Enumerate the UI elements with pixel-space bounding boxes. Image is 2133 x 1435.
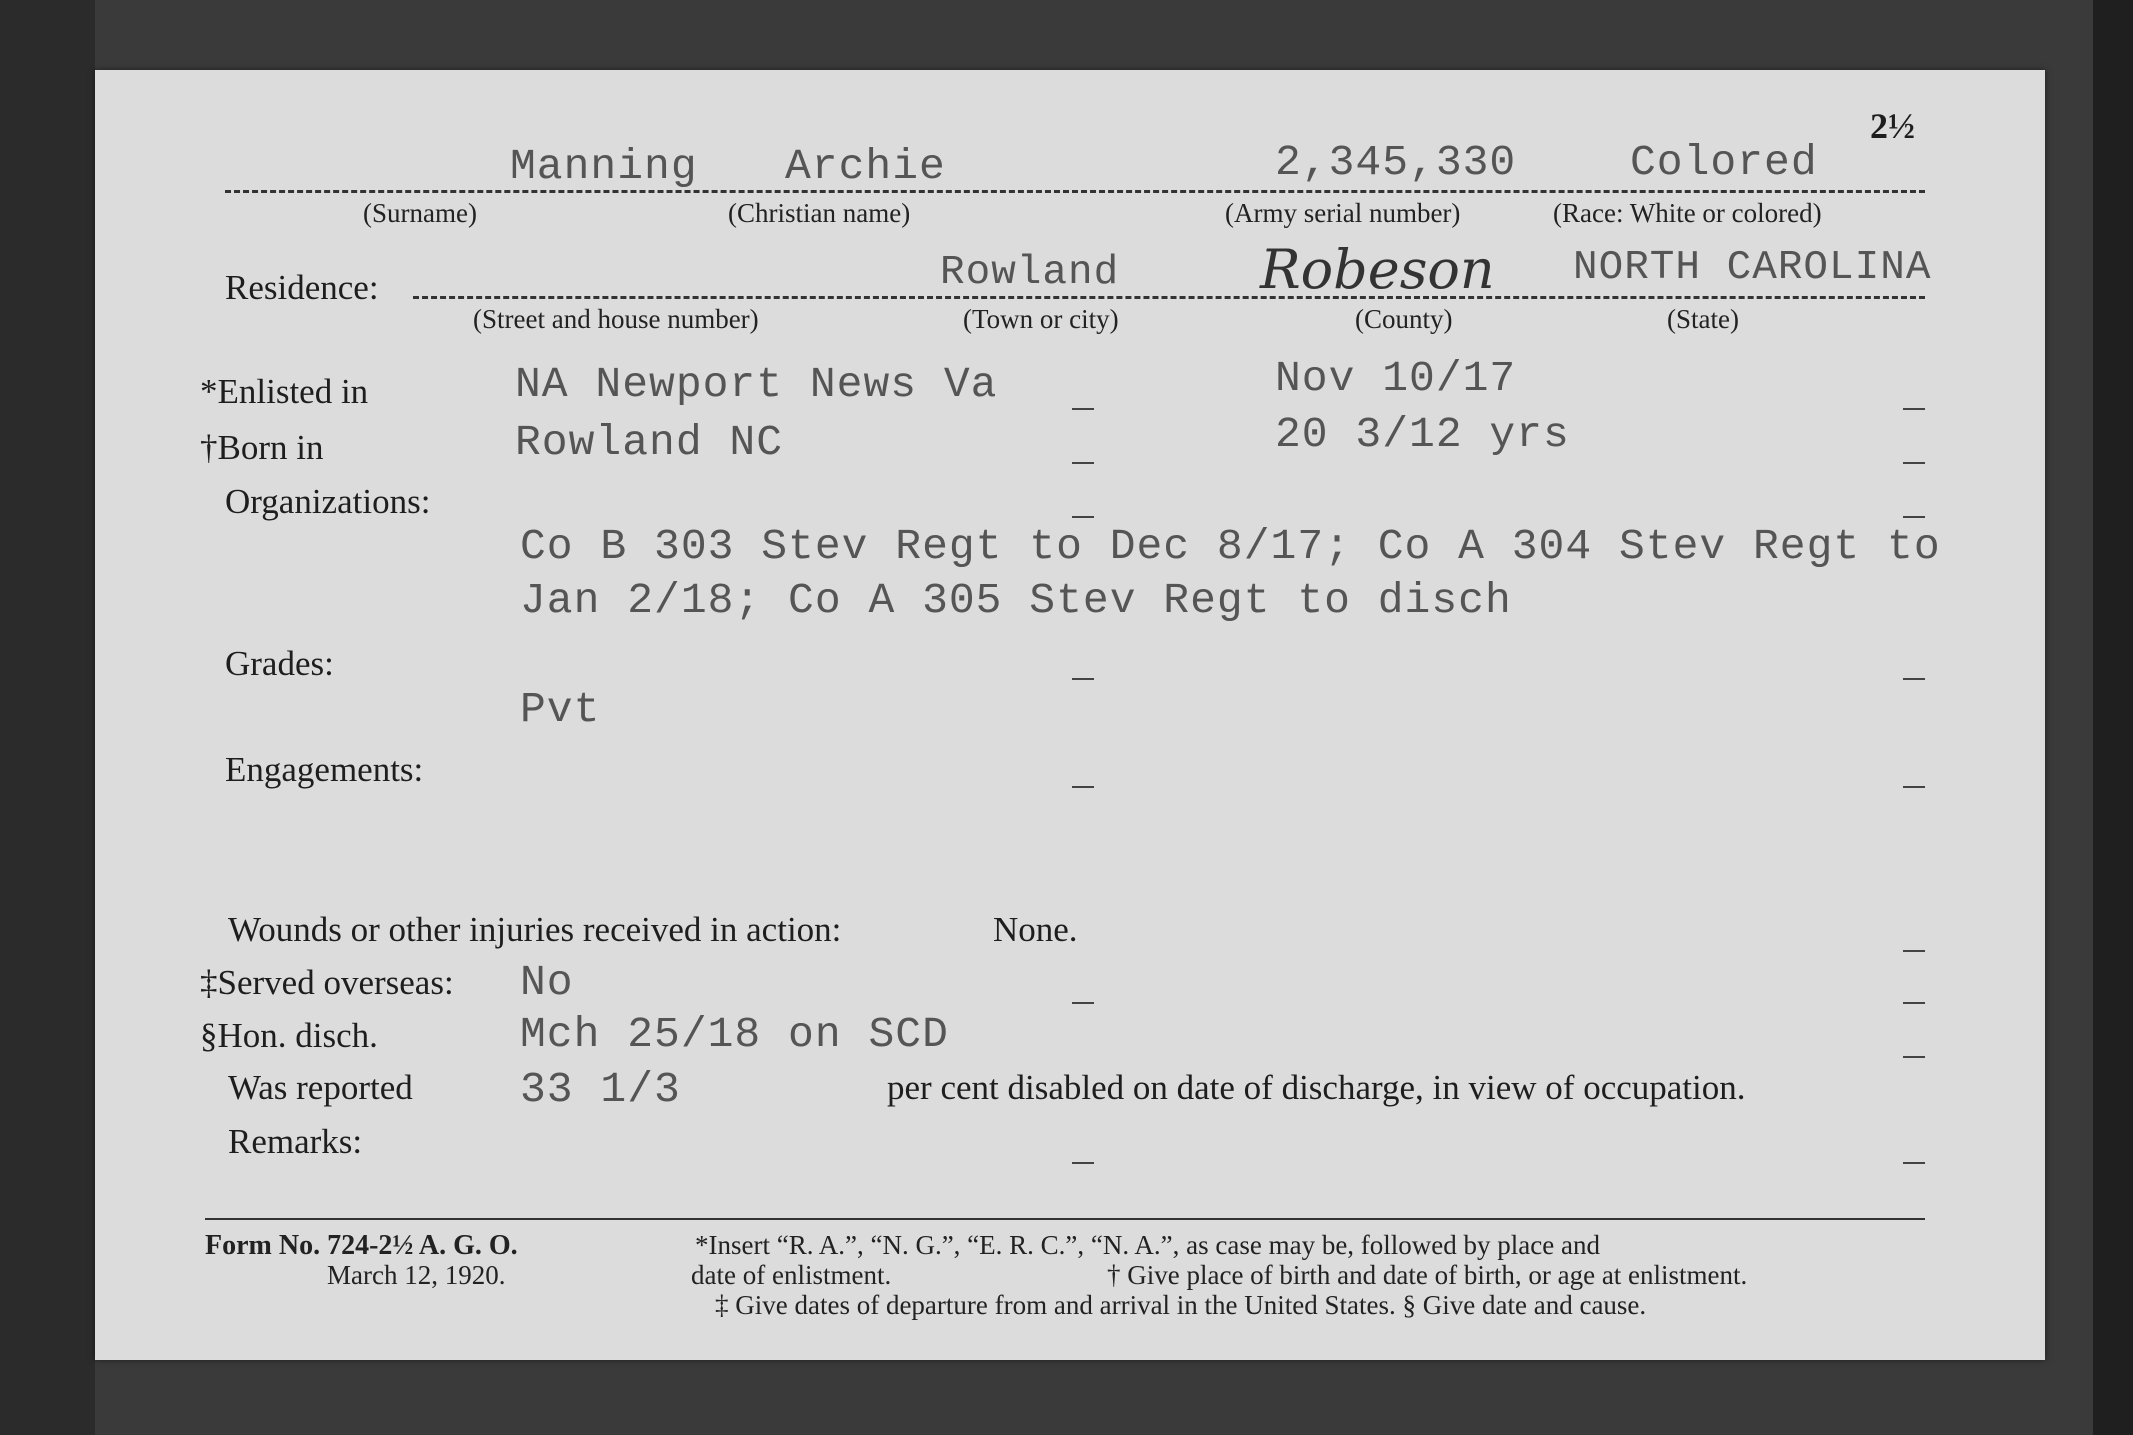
discharge-label: §Hon. disch.: [200, 1016, 378, 1055]
overseas-label: ‡Served overseas:: [200, 963, 454, 1002]
form-date: March 12, 1920.: [327, 1260, 506, 1290]
residence-county: Robeson: [1260, 238, 1495, 301]
tick-mark: [1903, 516, 1925, 518]
tick-mark: [1903, 678, 1925, 680]
header-rule: [225, 190, 1925, 193]
wounds-value: None.: [993, 910, 1078, 949]
enlisted-label: *Enlisted in: [200, 372, 369, 411]
scan-border-right: [2093, 0, 2133, 1435]
footer-rule: [205, 1218, 1925, 1220]
tick-mark: [1903, 462, 1925, 464]
enlisted-date: Nov 10/17: [1275, 354, 1517, 403]
organizations-label: Organizations:: [225, 482, 431, 521]
overseas-value: No: [520, 958, 574, 1007]
tick-mark: [1903, 950, 1925, 952]
tick-mark: [1903, 1056, 1925, 1058]
tick-mark: [1903, 1002, 1925, 1004]
service-record-card: [95, 70, 2045, 1360]
reported-label: Was reported: [228, 1068, 413, 1107]
wounds-label: Wounds or other injuries received in action:: [228, 910, 842, 949]
tick-mark: [1072, 408, 1094, 410]
race-value: Colored: [1630, 138, 1818, 187]
reported-value: 33 1/3: [520, 1065, 681, 1114]
tick-mark: [1903, 786, 1925, 788]
discharge-value: Mch 25/18 on SCD: [520, 1010, 949, 1059]
tick-mark: [1072, 462, 1094, 464]
footnote-2a: date of enlistment.: [691, 1260, 892, 1290]
street-caption: (Street and house number): [473, 304, 759, 334]
tick-mark: [1072, 516, 1094, 518]
serial-number-value: 2,345,330: [1275, 138, 1517, 187]
footnote-3: ‡ Give dates of departure from and arrival in the United States. § Give date and cause.: [715, 1290, 1647, 1320]
residence-label: Residence:: [225, 268, 379, 307]
surname-value: Manning: [510, 142, 698, 191]
tick-mark: [1903, 408, 1925, 410]
surname-caption: (Surname): [363, 198, 477, 228]
town-caption: (Town or city): [963, 304, 1119, 334]
reported-suffix: per cent disabled on date of discharge, in view of occupation.: [887, 1068, 1746, 1107]
serial-caption: (Army serial number): [1225, 198, 1461, 228]
county-caption: (County): [1355, 304, 1453, 334]
corner-number: 2½: [1870, 106, 1915, 146]
engagements-label: Engagements:: [225, 750, 424, 789]
born-age: 20 3/12 yrs: [1275, 410, 1570, 459]
grades-label: Grades:: [225, 644, 334, 683]
born-label: †Born in: [200, 428, 324, 467]
born-place: Rowland NC: [515, 418, 784, 467]
tick-mark: [1072, 786, 1094, 788]
state-caption: (State): [1667, 304, 1739, 334]
footnote-1: *Insert “R. A.”, “N. G.”, “E. R. C.”, “N. A.”, as case may be, followed by place and: [695, 1230, 1600, 1260]
residence-state: NORTH CAROLINA: [1573, 245, 1932, 291]
form-number: Form No. 724-2½ A. G. O.: [205, 1230, 518, 1261]
organizations-line1: Co B 303 Stev Regt to Dec 8/17; Co A 304 Stev Regt to: [520, 522, 1941, 571]
grades-value: Pvt: [520, 685, 601, 734]
tick-mark: [1903, 1162, 1925, 1164]
tick-mark: [1072, 678, 1094, 680]
organizations-line2: Jan 2/18; Co A 305 Stev Regt to disch: [520, 576, 1512, 625]
tick-mark: [1072, 1162, 1094, 1164]
christian-name-caption: (Christian name): [728, 198, 911, 228]
tick-mark: [1072, 1002, 1094, 1004]
scan-border-left: [0, 0, 95, 1435]
residence-rule: [413, 296, 1925, 299]
christian-name-value: Archie: [785, 142, 946, 191]
race-caption: (Race: White or colored): [1553, 198, 1822, 228]
remarks-label: Remarks:: [228, 1122, 363, 1161]
enlisted-place: NA Newport News Va: [515, 360, 998, 409]
footnote-2b: † Give place of birth and date of birth, or age at enlistment.: [1107, 1260, 1748, 1290]
residence-town: Rowland: [940, 250, 1120, 296]
